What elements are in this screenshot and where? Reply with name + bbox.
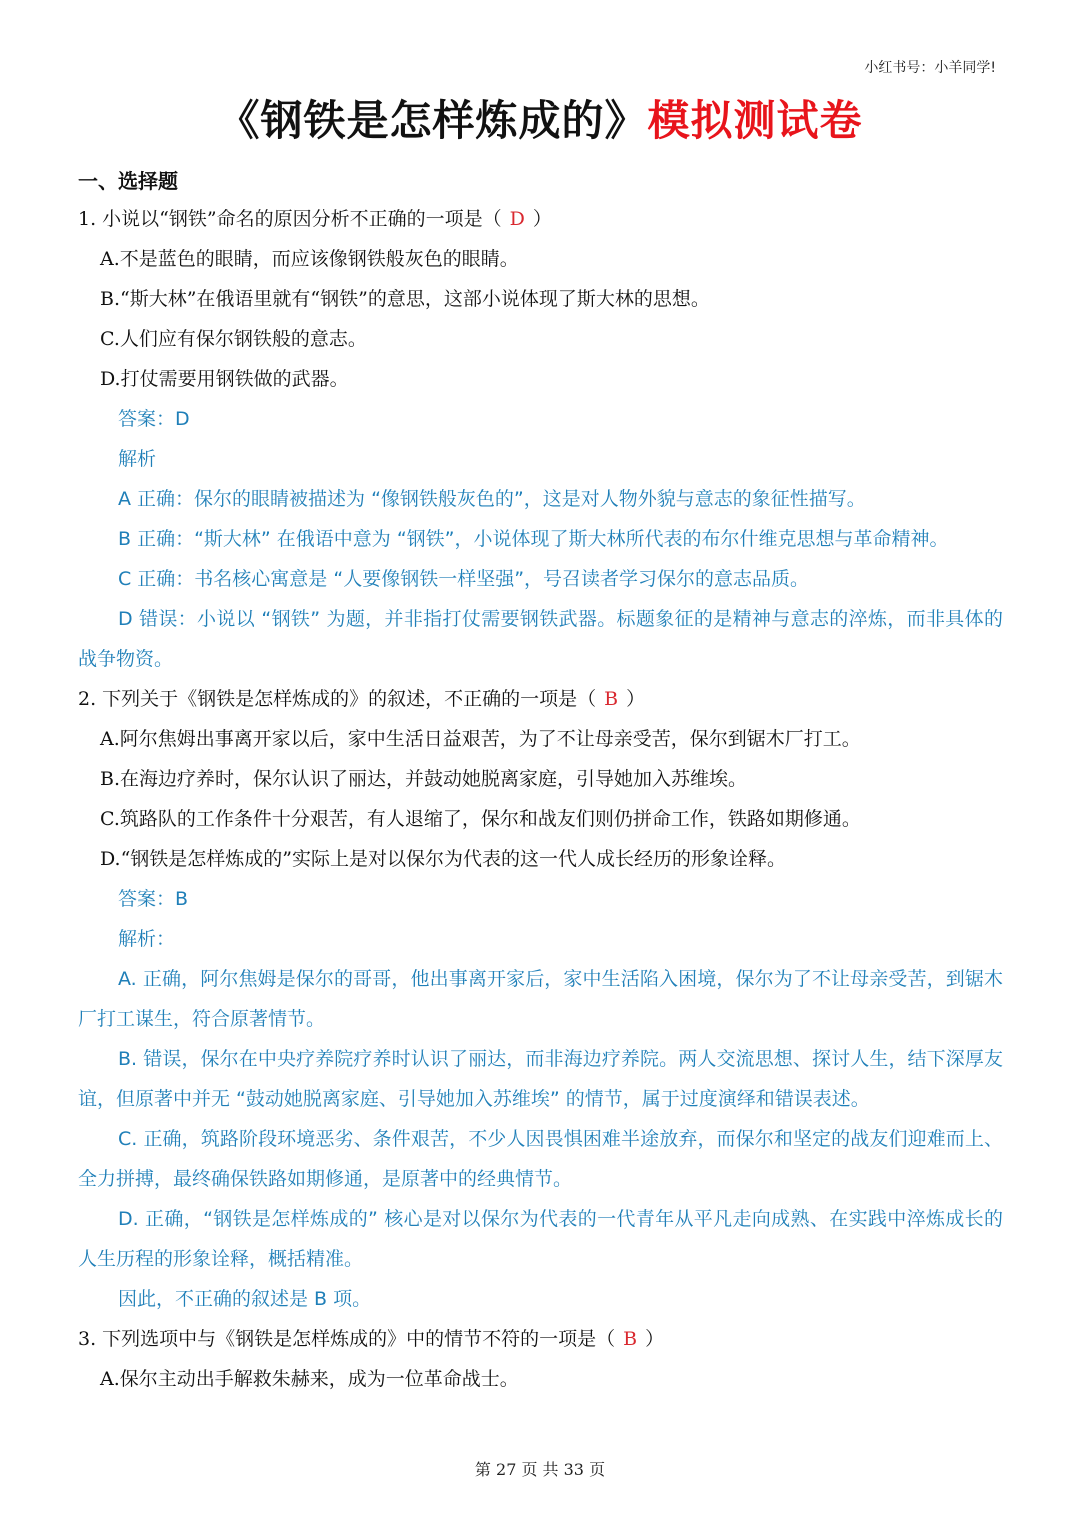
question-2-answer-letter: B [604,688,619,710]
question-2-stem: 2. 下列关于《钢铁是怎样炼成的》的叙述，不正确的一项是（ B ） [78,688,646,710]
question-1-option-c: C.人们应有保尔钢铁般的意志。 [100,328,367,350]
question-2-option-c: C.筑路队的工作条件十分艰苦，有人退缩了，保尔和战友们则仍拼命工作，铁路如期修通。 [100,808,861,830]
question-2-analysis-d: D. 正确，“钢铁是怎样炼成的” 核心是对以保尔为代表的一代青年从平凡走向成熟、在实践中淬炼成长的人生历程的形象诠释，概括精准。 [78,1208,1003,1270]
question-2-conclusion: 因此，不正确的叙述是 B 项。 [118,1288,372,1310]
question-1-option-b: B.“斯大林”在俄语里就有“钢铁”的意思，这部小说体现了斯大林的思想。 [100,288,710,310]
question-1-option-a: A.不是蓝色的眼睛，而应该像钢铁般灰色的眼睛。 [100,248,519,270]
question-1-analysis-b: B 正确：“斯大林” 在俄语中意为 “钢铁”，小说体现了斯大林所代表的布尔什维克思想与革命精神。 [118,528,949,550]
question-1-analysis-d: D 错误：小说以 “钢铁” 为题，并非指打仗需要钢铁武器。标题象征的是精神与意志的淬炼，而非具体的战争物资。 [78,608,1003,670]
question-1-analysis-a: A 正确：保尔的眼睛被描述为 “像钢铁般灰色的”，这是对人物外貌与意志的象征性描写。 [118,488,866,510]
page-number-footer: 第 27 页 共 33 页 [474,1460,606,1479]
question-2-option-b: B.在海边疗养时，保尔认识了丽达，并鼓动她脱离家庭，引导她加入苏维埃。 [100,768,748,790]
page-title [0,92,1080,150]
title-book-name: 《钢铁是怎样炼成的》 [217,96,648,145]
question-2-option-a: A.阿尔焦姆出事离开家以后，家中生活日益艰苦，为了不让母亲受苦，保尔到锯木厂打工。 [100,728,861,750]
header-note: 小红书号：小羊同学! [864,60,996,76]
question-2-analysis-a: A. 正确，阿尔焦姆是保尔的哥哥，他出事离开家后，家中生活陷入困境，保尔为了不让母亲受苦，到锯木厂打工谋生，符合原著情节。 [78,968,1003,1030]
question-3-stem: 3. 下列选项中与《钢铁是怎样炼成的》中的情节不符的一项是（ B ） [78,1328,665,1350]
section-heading: 一、选择题 [78,169,178,193]
question-3-option-a: A.保尔主动出手解救朱赫来，成为一位革命战士。 [100,1368,519,1390]
question-2-answer: 答案：B [118,888,189,910]
question-1-analysis-c: C 正确：书名核心寓意是 “人要像钢铁一样坚强”，号召读者学习保尔的意志品质。 [118,568,810,590]
question-3-answer-letter: B [623,1328,638,1350]
question-1-option-d: D.打仗需要用钢铁做的武器。 [100,368,349,390]
question-2-option-d: D.“钢铁是怎样炼成的”实际上是对以保尔为代表的这一代人成长经历的形象诠释。 [100,848,787,870]
question-2-analysis-b: B. 错误，保尔在中央疗养院疗养时认识了丽达，而非海边疗养院。两人交流思想、探讨人生，结下深厚友谊，但原著中并无 “鼓动她脱离家庭、引导她加入苏维埃” 的情节，属于过度演绎和错误表述。 [78,1048,1003,1110]
question-2-analysis-c: C. 正确，筑路阶段环境恶劣、条件艰苦，不少人因畏惧困难半途放弃，而保尔和坚定的战友们迎难而上、全力拼搏，最终确保铁路如期修通，是原著中的经典情节。 [78,1128,1003,1190]
questions-content [78,199,1003,1399]
title-test-label: 模拟测试卷 [647,96,863,145]
question-1-answer-letter: D [509,208,525,230]
question-2-analysis-label: 解析： [118,928,176,950]
question-1-stem: 1. 小说以“钢铁”命名的原因分析不正确的一项是（ D ） [78,208,552,230]
question-1-analysis-label: 解析 [118,448,157,470]
question-1-answer: 答案：D [118,408,190,430]
